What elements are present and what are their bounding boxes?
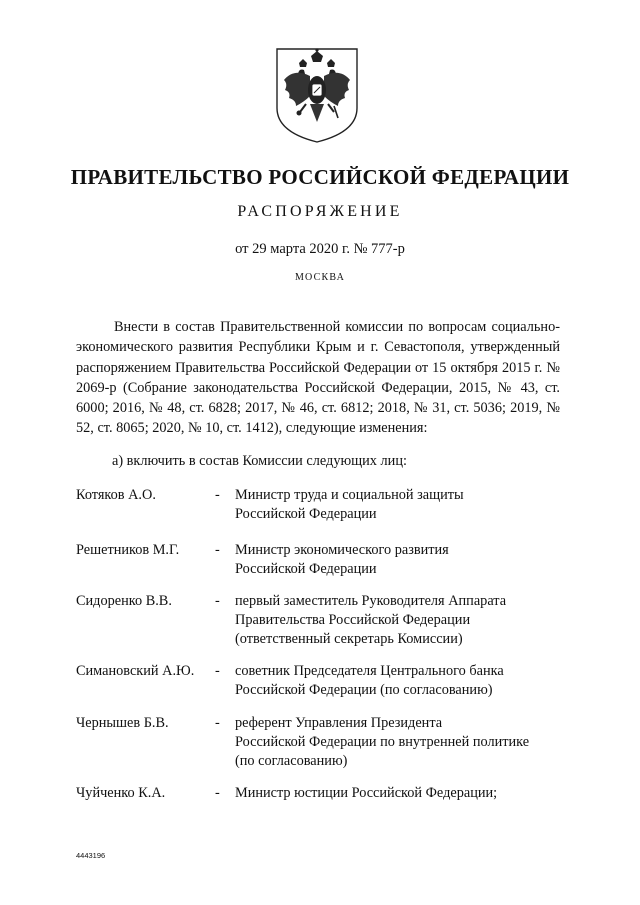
- intro-paragraph: [76, 317, 560, 439]
- member-name: Сидоренко В.В.: [76, 593, 172, 609]
- member-role: референт Управления Президента Российской Федерации по внутренней политике (по согласованию): [235, 715, 530, 769]
- member-name: Чуйченко К.А.: [76, 785, 166, 801]
- document-type: РАСПОРЯЖЕНИЕ: [237, 203, 403, 220]
- item-a-text: а) включить в состав Комиссии следующих лиц:: [112, 453, 407, 469]
- member-dash: -: [215, 487, 220, 503]
- member-name: Симановский А.Ю.: [76, 663, 195, 679]
- member-dash: -: [215, 785, 220, 801]
- document-city: МОСКВА: [294, 272, 346, 283]
- member-dash: -: [215, 593, 220, 609]
- member-name: Решетников М.Г.: [76, 542, 180, 558]
- member-role: Министр труда и социальной защиты Российской Федерации: [235, 487, 464, 522]
- member-name: Чернышев Б.В.: [76, 715, 169, 731]
- member-role: Министр юстиции Российской Федерации;: [235, 785, 498, 801]
- member-dash: -: [215, 542, 220, 558]
- member-role: советник Председателя Центрального банка Российской Федерации (по согласованию): [235, 663, 504, 698]
- member-dash: -: [215, 663, 220, 679]
- document-date-number: от 29 марта 2020 г. № 777-р: [235, 241, 405, 257]
- intro-text: Внести в состав Правительственной комиссии по вопросам социально-экономического развития Республики Крым и г. Севастополя, утвержденный распоряжением Правительства Российской Федерации от 15 октября 2015 г. № 2069-р (Собрание законодательства Российской Федерации, 2015, № 43, ст. 6000; 2016, № 48, ст. 6828; 2017, № 46, ст. 6812; 2018, № 31, ст. 5036; 2019, № 52, ст. 8065; 2020, № 10, ст. 1412), следующие изменения:: [76, 319, 560, 437]
- member-dash: -: [215, 715, 220, 731]
- member-name: Котяков А.О.: [76, 487, 156, 503]
- government-title: ПРАВИТЕЛЬСТВО РОССИЙСКОЙ ФЕДЕРАЦИИ: [70, 165, 570, 189]
- coat-of-arms-icon: [274, 46, 360, 144]
- document-id-number: 4443196: [76, 851, 106, 860]
- member-role: первый заместитель Руководителя Аппарата Правительства Российской Федерации (ответственный секретарь Комиссии): [235, 593, 507, 647]
- member-role: Министр экономического развития Российской Федерации: [235, 542, 449, 577]
